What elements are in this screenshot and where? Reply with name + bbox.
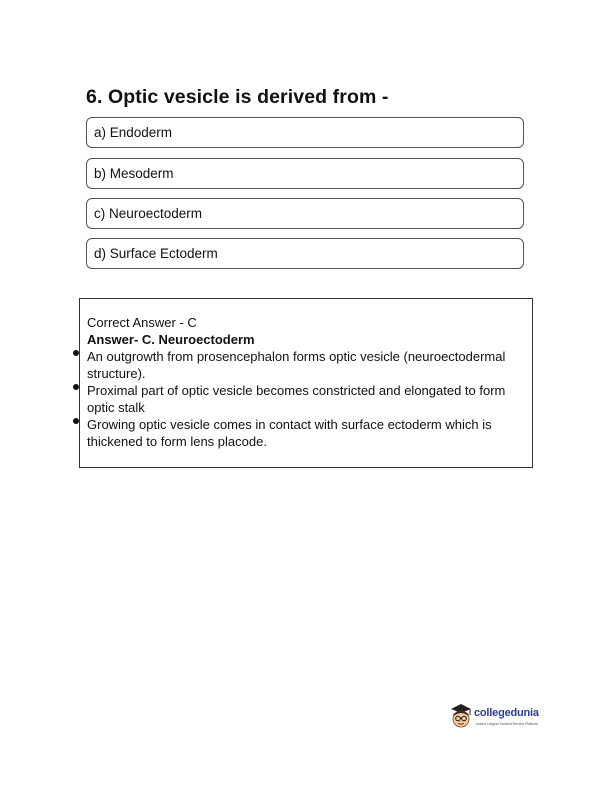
bullet-icon — [73, 418, 79, 424]
logo-tagline: India's Largest Student Review Platform — [476, 722, 539, 726]
explanation-point-text: Proximal part of optic vesicle becomes constricted and elongated to form optic stalk — [87, 383, 506, 415]
explanation-list — [87, 348, 527, 450]
option-a[interactable] — [86, 117, 524, 148]
bullet-icon — [73, 384, 79, 390]
question-title: 6. Optic vesicle is derived from - — [86, 86, 389, 108]
option-d-label: d) Surface Ectoderm — [94, 246, 218, 261]
student-mascot-icon — [449, 702, 473, 732]
option-a-label: a) Endoderm — [94, 125, 173, 140]
collegedunia-logo — [449, 702, 549, 732]
explanation-point — [87, 416, 527, 450]
explanation-point-text: An outgrowth from prosencephalon forms optic vesicle (neuroectodermal structure). — [87, 349, 506, 381]
bullet-icon — [73, 350, 79, 356]
answer-heading: Answer- C. Neuroectoderm — [87, 332, 255, 347]
explanation-point — [87, 348, 527, 382]
answer-explanation — [87, 314, 527, 450]
correct-answer-line: Correct Answer - C — [87, 315, 197, 330]
option-c[interactable] — [86, 198, 524, 229]
explanation-point — [87, 382, 527, 416]
option-b[interactable] — [86, 158, 524, 189]
logo-name: collegedunia — [474, 707, 539, 719]
explanation-point-text: Growing optic vesicle comes in contact with surface ectoderm which is thickened to form lens placode. — [87, 417, 492, 449]
option-d[interactable] — [86, 238, 524, 269]
option-c-label: c) Neuroectoderm — [94, 206, 203, 221]
option-b-label: b) Mesoderm — [94, 166, 174, 181]
